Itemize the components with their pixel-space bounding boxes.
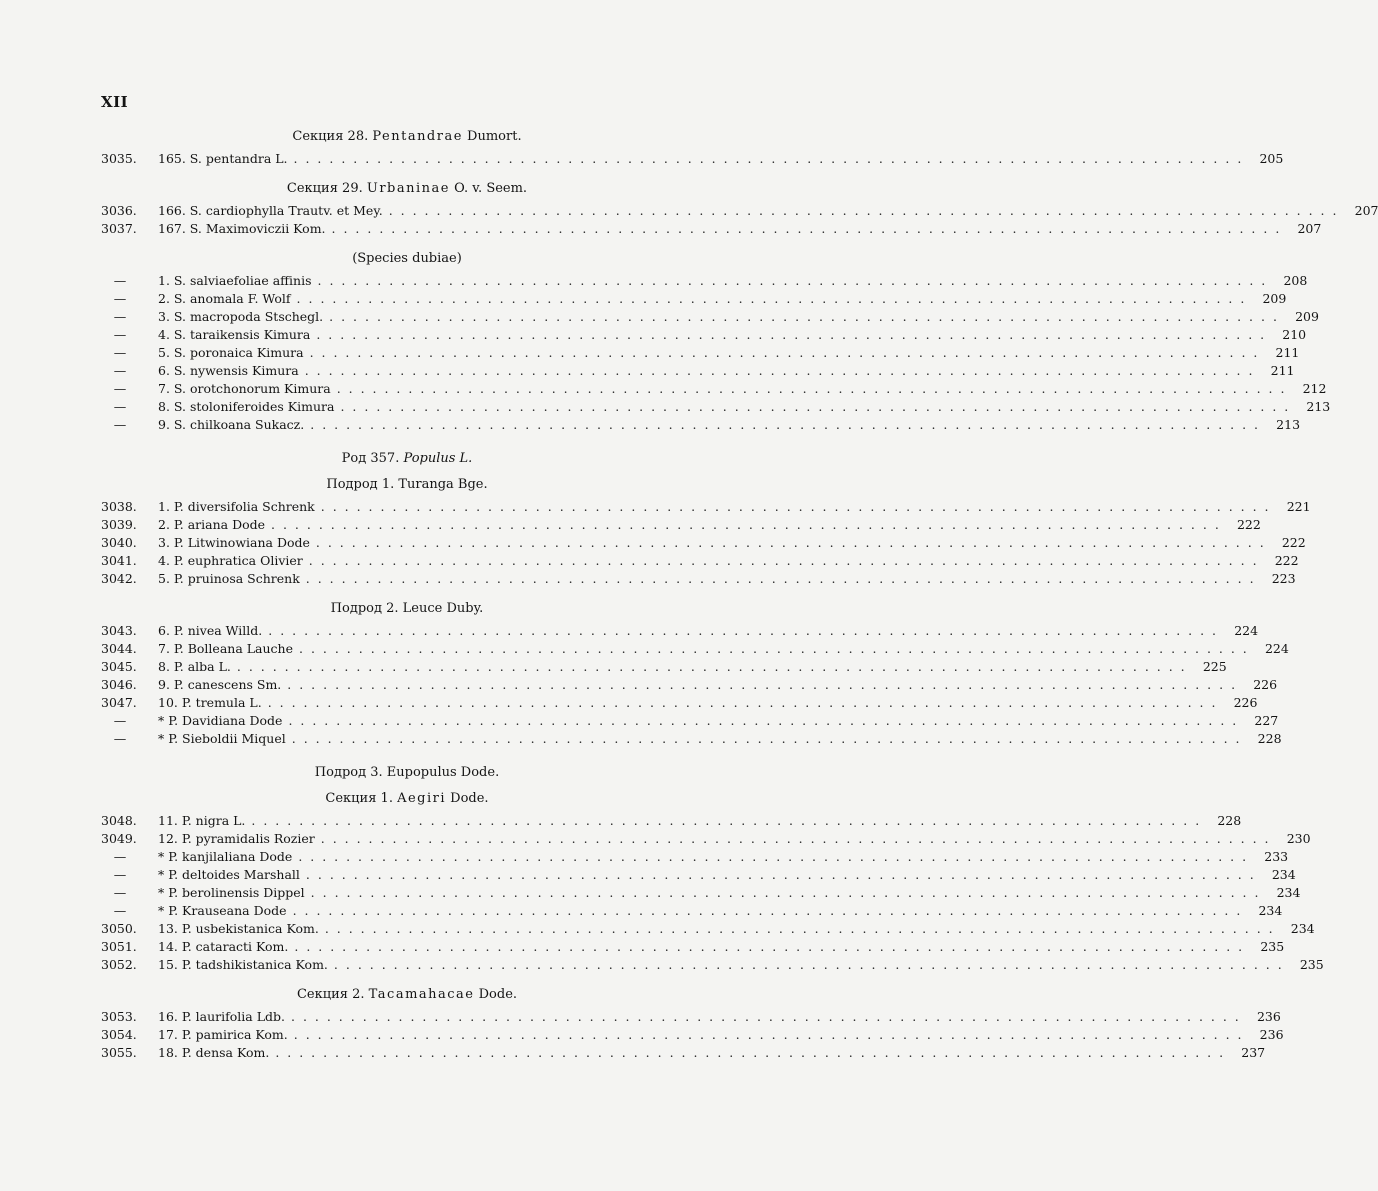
entry-number: 3040.	[101, 535, 137, 550]
toc-entry	[101, 730, 1282, 748]
page-ref: 209	[1262, 291, 1287, 306]
species-name: 165. S. pentandra L.	[158, 151, 288, 166]
page-ref: 226	[1253, 677, 1278, 692]
dot-leader: . . . . . . . . . . . . . . . . . . . . . . . . . . . . . . . . . . . . . . . . . . . . . . . . . . . . . . . . . . . . . . . . . . . . . . . . . . . . . . . .	[340, 399, 1291, 414]
toc-entry	[101, 398, 1331, 416]
page-ref: 212	[1302, 381, 1327, 396]
entry-number: 3045.	[101, 659, 137, 674]
entry-number: 3046.	[101, 677, 137, 692]
page-ref: 233	[1264, 849, 1289, 864]
species-name: 8. S. stoloniferoides Kimura	[158, 399, 335, 414]
page-ref: 222	[1281, 535, 1306, 550]
species-name: 3. P. Litwinowiana Dode	[158, 535, 310, 550]
heading-part: (Species dubiae)	[352, 251, 462, 266]
entry-number: 3039.	[101, 517, 137, 532]
dot-leader: . . . . . . . . . . . . . . . . . . . . . . . . . . . . . . . . . . . . . . . . . . . . . . . . . . . . . . . . . . . . . . . . . . . . . . . . . . . . . . . .	[336, 381, 1287, 396]
dot-leader: . . . . . . . . . . . . . . . . . . . . . . . . . . . . . . . . . . . . . . . . . . . . . . . . . . . . . . . . . . . . . . . . . . . . . . . . . . . . . . . .	[292, 903, 1243, 918]
dot-leader: . . . . . . . . . . . . . . . . . . . . . . . . . . . . . . . . . . . . . . . . . . . . . . . . . . . . . . . . . . . . . . . . . . . . . . . . . . . . . . . .	[288, 713, 1239, 728]
dot-leader: . . . . . . . . . . . . . . . . . . . . . . . . . . . . . . . . . . . . . . . . . . . . . . . . . . . . . . . . . . . . . . . . . . . . . . . . . . . . . . . .	[316, 327, 1267, 342]
toc-entry	[101, 848, 1289, 866]
species-name: 2. S. anomala F. Wolf	[158, 291, 291, 306]
dot-leader: . . . . . . . . . . . . . . . . . . . . . . . . . . . . . . . . . . . . . . . . . . . . . . . . . . . . . . . . . . . . . . . . . . . . . . . . . . . . . . . .	[293, 1027, 1244, 1042]
toc-entry	[101, 920, 1315, 938]
page-ref: 235	[1299, 957, 1324, 972]
toc-entry	[101, 272, 1308, 290]
section-heading	[101, 180, 713, 198]
entry-number: —	[113, 731, 127, 746]
heading-part: Dode.	[474, 987, 518, 1002]
entry-number: 3038.	[101, 499, 137, 514]
heading-part: Подрод 3. Eupopulus Dode.	[314, 765, 500, 780]
dot-leader: . . . . . . . . . . . . . . . . . . . . . . . . . . . . . . . . . . . . . . . . . . . . . . . . . . . . . . . . . . . . . . . . . . . . . . . . . . . . . . . .	[298, 849, 1249, 864]
dot-leader: . . . . . . . . . . . . . . . . . . . . . . . . . . . . . . . . . . . . . . . . . . . . . . . . . . . . . . . . . . . . . . . . . . . . . . . . . . . . . . . .	[291, 1009, 1241, 1024]
page-ref: 234	[1290, 921, 1315, 936]
dot-leader: . . . . . . . . . . . . . . . . . . . . . . . . . . . . . . . . . . . . . . . . . . . . . . . . . . . . . . . . . . . . . . . . . . . . . . . . . . . . . . . .	[291, 731, 1242, 746]
dot-leader: . . . . . . . . . . . . . . . . . . . . . . . . . . . . . . . . . . . . . . . . . . . . . . . . . . . . . . . . . . . . . . . . . . . . . . . . . . . . . . . .	[309, 345, 1260, 360]
heading-part: Urbaninae	[366, 181, 450, 196]
dot-leader: . . . . . . . . . . . . . . . . . . . . . . . . . . . . . . . . . . . . . . . . . . . . . . . . . . . . . . . . . . . . . . . . . . . . . . . . . . . . . . . .	[388, 203, 1339, 218]
page-ref: 205	[1259, 151, 1284, 166]
heading-part: Tacamahacae	[368, 987, 475, 1002]
species-name: 1. P. diversifolia Schrenk	[158, 499, 315, 514]
toc-entry	[101, 676, 1278, 694]
toc-entry	[101, 570, 1296, 588]
section-heading	[101, 128, 713, 146]
entry-number: —	[113, 399, 127, 414]
entry-number: —	[113, 381, 127, 396]
heading-part: Секция 1.	[325, 791, 398, 806]
dot-leader: . . . . . . . . . . . . . . . . . . . . . . . . . . . . . . . . . . . . . . . . . . . . . . . . . . . . . . . . . . . . . . . . . . . . . . . . . . . . . . . .	[293, 151, 1244, 166]
dot-leader: . . . . . . . . . . . . . . . . . . . . . . . . . . . . . . . . . . . . . . . . . . . . . . . . . . . . . . . . . . . . . . . . . . . . . . . . . . . . . . . .	[320, 499, 1271, 514]
heading-part: Dumort.	[462, 129, 522, 144]
toc-entry	[101, 308, 1319, 326]
dot-leader: . . . . . . . . . . . . . . . . . . . . . . . . . . . . . . . . . . . . . . . . . . . . . . . . . . . . . . . . . . . . . . . . . . . . . . . . . . . . . . . .	[236, 659, 1187, 674]
species-name: 166. S. cardiophylla Trautv. et Mey.	[158, 203, 383, 218]
species-name: * P. berolinensis Dippel	[158, 885, 305, 900]
dot-leader: . . . . . . . . . . . . . . . . . . . . . . . . . . . . . . . . . . . . . . . . . . . . . . . . . . . . . . . . . . . . . . . . . . . . . . . . . . . . . . . .	[310, 885, 1261, 900]
toc-entry	[101, 290, 1287, 308]
page-ref: 213	[1276, 417, 1301, 432]
page-ref: 236	[1256, 1009, 1281, 1024]
species-name: * P. Davidiana Dode	[158, 713, 283, 728]
page-ref: 223	[1271, 571, 1296, 586]
dot-leader: . . . . . . . . . . . . . . . . . . . . . . . . . . . . . . . . . . . . . . . . . . . . . . . . . . . . . . . . . . . . . . . . . . . . . . . . . . . . . . . .	[305, 867, 1256, 882]
heading-part: Подрод 1. Turanga Bge.	[326, 477, 488, 492]
dot-leader: . . . . . . . . . . . . . . . . . . . . . . . . . . . . . . . . . . . . . . . . . . . . . . . . . . . . . . . . . . . . . . . . . . . . . . . . . . . . . . . .	[305, 571, 1256, 586]
entry-number: 3042.	[101, 571, 137, 586]
toc-entry	[101, 658, 1227, 676]
page-ref: 213	[1306, 399, 1331, 414]
dot-leader: . . . . . . . . . . . . . . . . . . . . . . . . . . . . . . . . . . . . . . . . . . . . . . . . . . . . . . . . . . . . . . . . . . . . . . . . . . . . . . . .	[296, 291, 1247, 306]
dot-leader: . . . . . . . . . . . . . . . . . . . . . . . . . . . . . . . . . . . . . . . . . . . . . . . . . . . . . . . . . . . . . . . . . . . . . . . . . . . . . . . .	[299, 641, 1249, 656]
toc-entry	[101, 712, 1279, 730]
species-name: 15. P. tadshikistanica Kom.	[158, 957, 328, 972]
toc-entry	[101, 150, 1284, 168]
entry-number: —	[113, 363, 127, 378]
entry-number: —	[113, 345, 127, 360]
dot-leader: . . . . . . . . . . . . . . . . . . . . . . . . . . . . . . . . . . . . . . . . . . . . . . . . . . . . . . . . . . . . . . . . . . . . . . . . . . . . . . . .	[308, 553, 1259, 568]
page-ref: 210	[1282, 327, 1307, 342]
page-ref: 226	[1233, 695, 1258, 710]
entry-number: 3044.	[101, 641, 137, 656]
entry-number: 3043.	[101, 623, 137, 638]
species-name: 4. P. euphratica Olivier	[158, 553, 303, 568]
entry-number: 3050.	[101, 921, 137, 936]
species-name: 11. P. nigra L.	[158, 813, 246, 828]
page-ref: 224	[1234, 623, 1259, 638]
heading-part: Секция 29.	[286, 181, 367, 196]
entry-number: —	[113, 903, 127, 918]
species-name: 1. S. salviaefoliae affinis	[158, 273, 312, 288]
page-ref: 211	[1270, 363, 1295, 378]
entry-number: 3051.	[101, 939, 137, 954]
section-heading	[101, 250, 713, 268]
heading-part: Секция 2.	[296, 987, 369, 1002]
page-ref: 235	[1260, 939, 1285, 954]
species-name: 12. P. pyramidalis Rozier	[158, 831, 315, 846]
page-ref: 207	[1354, 203, 1378, 218]
species-name: 5. S. poronaica Kimura	[158, 345, 304, 360]
entry-number: 3054.	[101, 1027, 137, 1042]
entry-number: 3035.	[101, 151, 137, 166]
entry-number: —	[113, 291, 127, 306]
species-name: * P. Krauseana Dode	[158, 903, 287, 918]
species-name: 16. P. laurifolia Ldb.	[158, 1009, 286, 1024]
heading-part: Populus L.	[403, 451, 473, 466]
section-heading	[101, 450, 713, 468]
species-name: 7. S. orotchonorum Kimura	[158, 381, 331, 396]
species-name: * P. deltoides Marshall	[158, 867, 300, 882]
species-name: 7. P. Bolleana Lauche	[158, 641, 294, 656]
page-ref: 209	[1295, 309, 1319, 324]
dot-leader: . . . . . . . . . . . . . . . . . . . . . . . . . . . . . . . . . . . . . . . . . . . . . . . . . . . . . . . . . . . . . . . . . . . . . . . . . . . . . . . .	[331, 221, 1282, 236]
species-name: 13. P. usbekistanica Kom.	[158, 921, 319, 936]
heading-part: Dode.	[446, 791, 489, 806]
species-name: 167. S. Maximoviczii Kom.	[158, 221, 326, 236]
entry-number: 3052.	[101, 957, 137, 972]
section-heading	[101, 764, 713, 782]
toc-entry	[101, 516, 1261, 534]
page-ref: 224	[1264, 641, 1289, 656]
dot-leader: . . . . . . . . . . . . . . . . . . . . . . . . . . . . . . . . . . . . . . . . . . . . . . . . . . . . . . . . . . . . . . . . . . . . . . . . . . . . . . . .	[275, 1045, 1226, 1060]
page-ref: 211	[1275, 345, 1300, 360]
page-ref: 225	[1202, 659, 1227, 674]
entry-number: 3041.	[101, 553, 137, 568]
dot-leader: . . . . . . . . . . . . . . . . . . . . . . . . . . . . . . . . . . . . . . . . . . . . . . . . . . . . . . . . . . . . . . . . . . . . . . . . . . . . . . . .	[317, 273, 1268, 288]
entry-number: —	[113, 713, 127, 728]
species-name: 14. P. cataracti Kom.	[158, 939, 289, 954]
toc-entry	[101, 938, 1285, 956]
toc-entry	[101, 902, 1283, 920]
toc-entry	[101, 498, 1311, 516]
entry-number: —	[113, 327, 127, 342]
entry-number: —	[113, 417, 127, 432]
toc-entry	[101, 1044, 1266, 1062]
toc-entry	[101, 534, 1306, 552]
species-name: 6. P. nivea Willd.	[158, 623, 263, 638]
section-heading	[101, 600, 713, 618]
section-heading	[101, 476, 713, 494]
heading-part: Aegiri	[397, 791, 447, 806]
dot-leader: . . . . . . . . . . . . . . . . . . . . . . . . . . . . . . . . . . . . . . . . . . . . . . . . . . . . . . . . . . . . . . . . . . . . . . . . . . . . . . . .	[251, 813, 1202, 828]
dot-leader: . . . . . . . . . . . . . . . . . . . . . . . . . . . . . . . . . . . . . . . . . . . . . . . . . . . . . . . . . . . . . . . . . . . . . . . . . . . . . . . .	[333, 957, 1284, 972]
section-heading	[101, 986, 713, 1004]
dot-leader: . . . . . . . . . . . . . . . . . . . . . . . . . . . . . . . . . . . . . . . . . . . . . . . . . . . . . . . . . . . . . . . . . . . . . . . . . . . . . . . .	[287, 677, 1238, 692]
entry-number: 3055.	[101, 1045, 137, 1060]
dot-leader: . . . . . . . . . . . . . . . . . . . . . . . . . . . . . . . . . . . . . . . . . . . . . . . . . . . . . . . . . . . . . . . . . . . . . . . . . . . . . . . .	[267, 695, 1218, 710]
dot-leader: . . . . . . . . . . . . . . . . . . . . . . . . . . . . . . . . . . . . . . . . . . . . . . . . . . . . . . . . . . . . . . . . . . . . . . . . . . . . . . . .	[315, 535, 1266, 550]
dot-leader: . . . . . . . . . . . . . . . . . . . . . . . . . . . . . . . . . . . . . . . . . . . . . . . . . . . . . . . . . . . . . . . . . . . . . . . . . . . . . . . .	[329, 309, 1279, 324]
page-ref: 234	[1258, 903, 1283, 918]
page-ref: 234	[1271, 867, 1296, 882]
page-ref: 207	[1297, 221, 1322, 236]
page-ref: 237	[1241, 1045, 1266, 1060]
species-name: * P. Sieboldii Miquel	[158, 731, 286, 746]
species-name: 8. P. alba L.	[158, 659, 231, 674]
species-name: 9. P. canescens Sm.	[158, 677, 282, 692]
dot-leader: . . . . . . . . . . . . . . . . . . . . . . . . . . . . . . . . . . . . . . . . . . . . . . . . . . . . . . . . . . . . . . . . . . . . . . . . . . . . . . . .	[324, 921, 1275, 936]
entry-number: 3036.	[101, 203, 137, 218]
dot-leader: . . . . . . . . . . . . . . . . . . . . . . . . . . . . . . . . . . . . . . . . . . . . . . . . . . . . . . . . . . . . . . . . . . . . . . . . . . . . . . . .	[304, 363, 1255, 378]
toc-entry	[101, 344, 1300, 362]
toc-entry	[101, 326, 1307, 344]
page-ref: 222	[1274, 553, 1299, 568]
toc-entry	[101, 866, 1296, 884]
species-name: 9. S. chilkoana Sukacz.	[158, 417, 305, 432]
entry-number: —	[113, 867, 127, 882]
page-ref: 221	[1286, 499, 1311, 514]
toc-entry	[101, 1008, 1281, 1026]
species-name: 18. P. densa Kom.	[158, 1045, 270, 1060]
entry-number: 3047.	[101, 695, 137, 710]
heading-part: Секция 28.	[292, 129, 373, 144]
dot-leader: . . . . . . . . . . . . . . . . . . . . . . . . . . . . . . . . . . . . . . . . . . . . . . . . . . . . . . . . . . . . . . . . . . . . . . . . . . . . . . . .	[271, 517, 1221, 532]
toc-entry	[101, 694, 1258, 712]
entry-number: —	[113, 273, 127, 288]
heading-part: Pentandrae	[372, 129, 463, 144]
species-name: 5. P. pruinosa Schrenk	[158, 571, 300, 586]
entry-number: —	[113, 309, 127, 324]
page-ref: 228	[1257, 731, 1282, 746]
toc-entry	[101, 622, 1259, 640]
toc-entry	[101, 416, 1301, 434]
entry-number: 3037.	[101, 221, 137, 236]
heading-part: Род 357.	[341, 451, 404, 466]
entry-number: 3053.	[101, 1009, 137, 1024]
toc-entry	[101, 830, 1311, 848]
species-name: 3. S. macropoda Stschegl.	[158, 309, 324, 324]
entry-number: —	[113, 885, 127, 900]
toc-entry	[101, 362, 1295, 380]
toc-entry	[101, 380, 1327, 398]
page-ref: 228	[1217, 813, 1242, 828]
species-name: 10. P. tremula L.	[158, 695, 262, 710]
species-name: 6. S. nywensis Kimura	[158, 363, 299, 378]
page-ref: 227	[1254, 713, 1279, 728]
toc-entry	[101, 812, 1242, 830]
page-ref: 208	[1283, 273, 1308, 288]
page-number: XII	[101, 93, 129, 111]
entry-number: 3049.	[101, 831, 137, 846]
section-heading	[101, 790, 713, 808]
dot-leader: . . . . . . . . . . . . . . . . . . . . . . . . . . . . . . . . . . . . . . . . . . . . . . . . . . . . . . . . . . . . . . . . . . . . . . . . . . . . . . . .	[294, 939, 1245, 954]
toc-entry	[101, 884, 1301, 902]
toc-entry	[101, 640, 1289, 658]
dot-leader: . . . . . . . . . . . . . . . . . . . . . . . . . . . . . . . . . . . . . . . . . . . . . . . . . . . . . . . . . . . . . . . . . . . . . . . . . . . . . . . .	[268, 623, 1219, 638]
entry-number: —	[113, 849, 127, 864]
page-ref: 222	[1236, 517, 1261, 532]
table-of-contents	[101, 128, 1378, 1062]
toc-entry	[101, 202, 1378, 220]
species-name: 17. P. pamirica Kom.	[158, 1027, 288, 1042]
toc-entry	[101, 552, 1299, 570]
species-name: 2. P. ariana Dode	[158, 517, 266, 532]
dot-leader: . . . . . . . . . . . . . . . . . . . . . . . . . . . . . . . . . . . . . . . . . . . . . . . . . . . . . . . . . . . . . . . . . . . . . . . . . . . . . . . .	[310, 417, 1261, 432]
page-ref: 230	[1286, 831, 1311, 846]
heading-part: Подрод 2. Leuce Duby.	[330, 601, 484, 616]
dot-leader: . . . . . . . . . . . . . . . . . . . . . . . . . . . . . . . . . . . . . . . . . . . . . . . . . . . . . . . . . . . . . . . . . . . . . . . . . . . . . . . .	[320, 831, 1271, 846]
toc-entry	[101, 220, 1322, 238]
species-name: * P. kanjilaliana Dode	[158, 849, 293, 864]
toc-entry	[101, 1026, 1284, 1044]
page-ref: 234	[1276, 885, 1301, 900]
species-name: 4. S. taraikensis Kimura	[158, 327, 311, 342]
entry-number: 3048.	[101, 813, 137, 828]
page-ref: 236	[1259, 1027, 1284, 1042]
heading-part: O. v. Seem.	[449, 181, 528, 196]
toc-entry	[101, 956, 1324, 974]
